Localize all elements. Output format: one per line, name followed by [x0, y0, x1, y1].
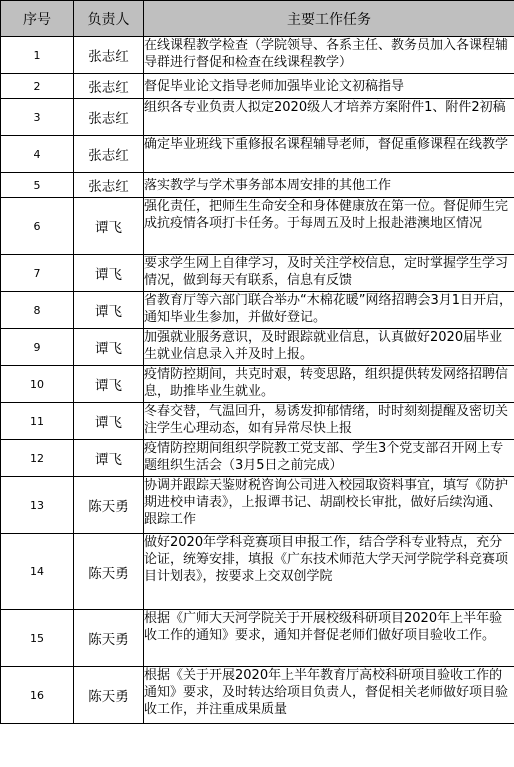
row-task: 要求学生网上自律学习，及时关注学校信息，定时掌握学生学习情况，做到每天有联系，信息有反馈	[144, 255, 514, 292]
table-row	[1, 329, 514, 366]
header-owner: 负责人	[74, 1, 144, 37]
row-task: 做好2020年学科竞赛项目申报工作，结合学科专业特点，充分论证，统筹安排，填报《广东技术师范大学天河学院学科竞赛项目计划表》，按要求上交双创学院	[144, 534, 514, 610]
row-no: 15	[1, 610, 74, 667]
row-task: 疫情防控期间，共克时艰，转变思路，组织提供转发网络招聘信息，助推毕业生就业。	[144, 366, 514, 403]
row-owner: 谭飞	[74, 403, 144, 440]
row-no: 2	[1, 74, 74, 99]
table-row	[1, 99, 514, 136]
row-owner: 谭飞	[74, 366, 144, 403]
row-owner: 谭飞	[74, 198, 144, 255]
row-owner: 谭飞	[74, 329, 144, 366]
table-row	[1, 198, 514, 255]
table-row	[1, 477, 514, 534]
row-owner: 张志红	[74, 74, 144, 99]
row-task: 协调并跟踪天鉴财税咨询公司进入校园取资料事宜，填写《防护期进校申请表》，上报谭书记、胡副校长审批，做好后续沟通、跟踪工作	[144, 477, 514, 534]
row-task: 在线课程教学检查（学院领导、各系主任、教务员加入各课程辅导群进行督促和检查在线课程教学）	[144, 37, 514, 74]
table-row	[1, 534, 514, 610]
row-owner: 谭飞	[74, 292, 144, 329]
table-row	[1, 366, 514, 403]
row-task: 疫情防控期间组织学院教工党支部、学生3个党支部召开网上专题组织生活会（3月5日之前完成）	[144, 440, 514, 477]
table-row	[1, 403, 514, 440]
table-row	[1, 292, 514, 329]
row-task: 确定毕业班线下重修报名课程辅导老师，督促重修课程在线教学	[144, 136, 514, 173]
table-row	[1, 255, 514, 292]
row-no: 9	[1, 329, 74, 366]
row-no: 16	[1, 667, 74, 724]
row-no: 14	[1, 534, 74, 610]
table-row	[1, 136, 514, 173]
row-no: 11	[1, 403, 74, 440]
row-task: 强化责任，把师生生命安全和身体健康放在第一位。督促师生完成抗疫情各项打卡任务。于每周五及时上报赴港澳地区情况	[144, 198, 514, 255]
row-owner: 陈天勇	[74, 534, 144, 610]
row-task: 组织各专业负责人拟定2020级人才培养方案附件1、附件2初稿	[144, 99, 514, 136]
table-row	[1, 74, 514, 99]
row-task: 加强就业服务意识，及时跟踪就业信息，认真做好2020届毕业生就业信息录入并及时上报。	[144, 329, 514, 366]
header-task: 主要工作任务	[144, 1, 514, 37]
row-no: 6	[1, 198, 74, 255]
row-owner: 张志红	[74, 173, 144, 198]
row-owner: 陈天勇	[74, 667, 144, 724]
row-owner: 张志红	[74, 99, 144, 136]
header-row	[1, 1, 514, 37]
row-no: 1	[1, 37, 74, 74]
table-row	[1, 667, 514, 724]
table-row	[1, 173, 514, 198]
row-no: 5	[1, 173, 74, 198]
table-row	[1, 440, 514, 477]
row-no: 7	[1, 255, 74, 292]
header-no: 序号	[1, 1, 74, 37]
row-owner: 陈天勇	[74, 477, 144, 534]
row-no: 3	[1, 99, 74, 136]
row-no: 10	[1, 366, 74, 403]
row-owner: 陈天勇	[74, 610, 144, 667]
row-no: 4	[1, 136, 74, 173]
table-row	[1, 610, 514, 667]
row-task: 督促毕业论文指导老师加强毕业论文初稿指导	[144, 74, 514, 99]
row-task: 冬春交替，气温回升，易诱发抑郁情绪，时时刻刻提醒及密切关注学生心理动态，如有异常尽快上报	[144, 403, 514, 440]
row-task: 落实教学与学术事务部本周安排的其他工作	[144, 173, 514, 198]
row-no: 8	[1, 292, 74, 329]
row-no: 12	[1, 440, 74, 477]
row-no: 13	[1, 477, 74, 534]
row-owner: 谭飞	[74, 255, 144, 292]
row-task: 根据《广师大天河学院关于开展校级科研项目2020年上半年验收工作的通知》要求，通知并督促老师们做好项目验收工作。	[144, 610, 514, 667]
row-owner: 谭飞	[74, 440, 144, 477]
table-row	[1, 37, 514, 74]
row-owner: 张志红	[74, 37, 144, 74]
row-task: 根据《关于开展2020年上半年教育厅高校科研项目验收工作的通知》要求，及时转达给项目负责人，督促相关老师做好项目验收工作，并注重成果质量	[144, 667, 514, 724]
row-task: 省教育厅等六部门联合举办“木棉花暖”网络招聘会3月1日开启，通知毕业生参加，并做好登记。	[144, 292, 514, 329]
row-owner: 张志红	[74, 136, 144, 173]
